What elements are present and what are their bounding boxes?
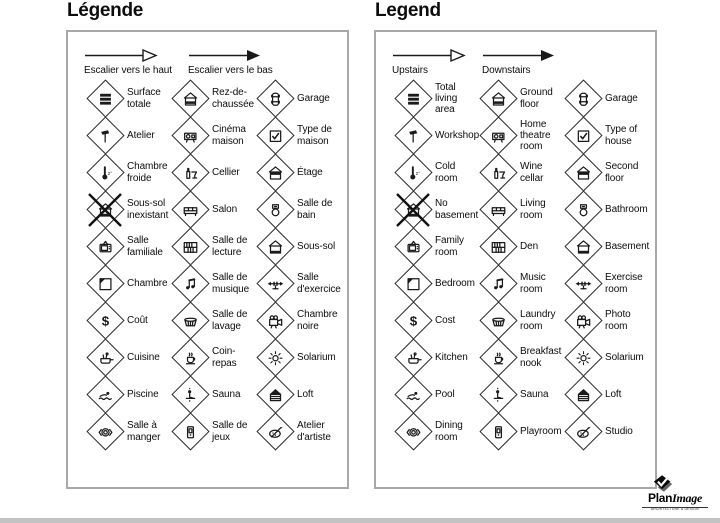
legend-item-label: Type of house bbox=[605, 124, 638, 147]
legend-item bbox=[479, 228, 564, 266]
arrow-label: Downstairs bbox=[482, 65, 531, 76]
legend-item bbox=[479, 413, 564, 451]
no-basement-icon bbox=[86, 191, 124, 229]
legend-item bbox=[564, 339, 649, 377]
legend-item-label: Pool bbox=[435, 388, 455, 400]
legend-item bbox=[564, 413, 649, 451]
legend-item-label: Sauna bbox=[212, 388, 241, 400]
projector-icon bbox=[479, 117, 517, 155]
sofa-icon bbox=[479, 191, 517, 229]
legend-item-label: Bedroom bbox=[435, 277, 475, 289]
legend-item bbox=[479, 376, 564, 414]
sauna-person-icon bbox=[171, 376, 209, 414]
legend-item bbox=[171, 339, 256, 377]
tv-icon bbox=[394, 228, 432, 266]
legend-item-label: Cold room bbox=[435, 161, 458, 184]
bookshelf-icon bbox=[171, 228, 209, 266]
legend-item-label: Garage bbox=[297, 92, 330, 104]
legend-item-label: Home theatre room bbox=[520, 118, 551, 153]
dollar-icon bbox=[394, 302, 432, 340]
car-icon bbox=[256, 80, 294, 118]
legend-item-label: Exercise room bbox=[605, 272, 643, 295]
legend-item-label: Cuisine bbox=[127, 351, 160, 363]
legend-item-label: Laundry room bbox=[520, 309, 556, 332]
legend-item bbox=[256, 413, 341, 451]
legend-item bbox=[86, 191, 171, 229]
dollar-icon bbox=[86, 302, 124, 340]
arrow-label: Escalier vers le haut bbox=[84, 65, 172, 76]
arrow-label: Upstairs bbox=[392, 65, 428, 76]
legend-item bbox=[394, 80, 479, 118]
exercise-icon bbox=[256, 265, 294, 303]
legend-panel-english bbox=[374, 30, 657, 489]
projector-icon bbox=[171, 117, 209, 155]
legend-item bbox=[86, 154, 171, 192]
legend-item-label: Studio bbox=[605, 425, 633, 437]
legend-item bbox=[171, 302, 256, 340]
legend-item-label: Sous-sol inexistant bbox=[127, 198, 169, 221]
arrow-solid-icon bbox=[482, 48, 556, 63]
legend-item bbox=[564, 376, 649, 414]
svg-text:$: $ bbox=[101, 313, 109, 328]
legend-item bbox=[394, 339, 479, 377]
legend-item-label: Salle de lavage bbox=[212, 309, 248, 332]
legend-item-label: Atelier d'artiste bbox=[297, 420, 331, 443]
svg-text:2°: 2° bbox=[415, 170, 420, 176]
stairs-arrow-legend bbox=[392, 48, 655, 76]
legend-item-label: Rez-de-chaussée bbox=[212, 87, 255, 110]
legend-item bbox=[394, 376, 479, 414]
legend-item-label: Ground floor bbox=[520, 87, 553, 110]
legend-item bbox=[394, 154, 479, 192]
planimage-logo bbox=[642, 474, 708, 514]
swimmer-icon bbox=[394, 376, 432, 414]
legend-item bbox=[394, 413, 479, 451]
legend-item bbox=[171, 376, 256, 414]
legend-item bbox=[86, 228, 171, 266]
legend-item bbox=[86, 117, 171, 155]
legend-item-label: Chambre noire bbox=[297, 309, 338, 332]
arrow-open-icon bbox=[84, 48, 172, 63]
cooking-pot-icon bbox=[86, 339, 124, 377]
legend-item bbox=[394, 302, 479, 340]
toilet-icon bbox=[256, 191, 294, 229]
legend-item bbox=[564, 154, 649, 192]
legend-item bbox=[479, 117, 564, 155]
legend-item bbox=[86, 265, 171, 303]
legend-item bbox=[171, 80, 256, 118]
legend-item bbox=[564, 80, 649, 118]
legend-item bbox=[479, 339, 564, 377]
legend-item-label: Coût bbox=[127, 314, 148, 326]
planimage-wordmark bbox=[642, 490, 708, 506]
coffee-cup-icon bbox=[479, 339, 517, 377]
legend-item bbox=[394, 265, 479, 303]
legend-item-label: Salle de jeux bbox=[212, 420, 248, 443]
legend-panel-french bbox=[66, 30, 349, 489]
legend-grid bbox=[394, 80, 655, 450]
page-title-french: Légende bbox=[67, 0, 144, 21]
basement-icon bbox=[256, 228, 294, 266]
legend-item-label: Playroom bbox=[520, 425, 562, 437]
legend-item bbox=[564, 191, 649, 229]
sofa-icon bbox=[171, 191, 209, 229]
legend-item bbox=[171, 154, 256, 192]
legend-item bbox=[479, 80, 564, 118]
legend-item-label: Coin-repas bbox=[212, 346, 237, 369]
legend-item-label: Type de maison bbox=[297, 124, 332, 147]
logo-tagline: ARCHITECTURE & DESIGN bbox=[650, 508, 700, 512]
legend-item-label: Loft bbox=[605, 388, 622, 400]
legend-item bbox=[564, 265, 649, 303]
hammer-icon bbox=[394, 117, 432, 155]
legend-item-label: Bathroom bbox=[605, 203, 648, 215]
plate-cutlery-icon bbox=[86, 413, 124, 451]
svg-text:2°: 2° bbox=[107, 170, 112, 176]
legend-item-label: Second floor bbox=[605, 161, 639, 184]
legend-item-label: Workshop bbox=[435, 129, 480, 141]
legend-item bbox=[171, 228, 256, 266]
legend-item-label: Chambre bbox=[127, 277, 168, 289]
arrow-group bbox=[188, 48, 273, 76]
laundry-icon bbox=[171, 302, 209, 340]
legend-item-label: Cellier bbox=[212, 166, 240, 178]
legend-item bbox=[564, 228, 649, 266]
legend-item bbox=[86, 80, 171, 118]
hammer-icon bbox=[86, 117, 124, 155]
legend-item-label: Breakfast nook bbox=[520, 346, 562, 369]
legend-item-label: Kitchen bbox=[435, 351, 468, 363]
page-title-english: Legend bbox=[375, 0, 441, 21]
legend-item-label: Cinéma maison bbox=[212, 124, 246, 147]
legend-item-label: Cost bbox=[435, 314, 456, 326]
legend-item-label: Garage bbox=[605, 92, 638, 104]
legend-item-label: Music room bbox=[520, 272, 546, 295]
legend-item bbox=[86, 413, 171, 451]
legend-item bbox=[256, 302, 341, 340]
legend-item bbox=[86, 376, 171, 414]
logo-word-plan: Plan bbox=[648, 491, 673, 505]
legend-item bbox=[256, 80, 341, 118]
laundry-icon bbox=[479, 302, 517, 340]
legend-item-label: Family room bbox=[435, 235, 464, 258]
tv-icon bbox=[86, 228, 124, 266]
legend-item-label: Den bbox=[520, 240, 539, 252]
layers-icon bbox=[86, 80, 124, 118]
legend-item-label: Loft bbox=[297, 388, 314, 400]
palette-icon bbox=[256, 413, 294, 451]
cooking-pot-icon bbox=[394, 339, 432, 377]
legend-grid bbox=[86, 80, 347, 450]
second-floor-icon bbox=[256, 154, 294, 192]
legend-item-label: Dining room bbox=[435, 420, 463, 443]
house-check-icon bbox=[256, 117, 294, 155]
legend-item-label: Solarium bbox=[605, 351, 644, 363]
layers-icon bbox=[394, 80, 432, 118]
legend-item-label: Basement bbox=[605, 240, 650, 252]
legend-item-label: Salon bbox=[212, 203, 238, 215]
legend-item-label: Atelier bbox=[127, 129, 155, 141]
legend-item bbox=[256, 265, 341, 303]
thermometer-icon bbox=[86, 154, 124, 192]
wine-icon bbox=[479, 154, 517, 192]
logo-word-image: Image bbox=[672, 491, 702, 505]
roof-icon bbox=[256, 376, 294, 414]
legend-item bbox=[394, 117, 479, 155]
legend-item bbox=[86, 339, 171, 377]
swimmer-icon bbox=[86, 376, 124, 414]
arrow-open-icon bbox=[392, 48, 466, 63]
legend-item-label: Salle d'exercice bbox=[297, 272, 341, 295]
basement-icon bbox=[564, 228, 602, 266]
ground-floor-icon bbox=[171, 80, 209, 118]
sun-icon bbox=[256, 339, 294, 377]
legend-item bbox=[171, 117, 256, 155]
legend-item bbox=[256, 154, 341, 192]
arrow-label: Escalier vers le bas bbox=[187, 65, 273, 76]
toilet-icon bbox=[564, 191, 602, 229]
legend-item-label: No basement bbox=[435, 198, 479, 221]
legend-item bbox=[171, 413, 256, 451]
legend-item bbox=[86, 302, 171, 340]
game-table-icon bbox=[171, 413, 209, 451]
legend-item bbox=[256, 376, 341, 414]
legend-item bbox=[479, 302, 564, 340]
sauna-person-icon bbox=[479, 376, 517, 414]
legend-item-label: Salle de musique bbox=[212, 272, 250, 295]
legend-item bbox=[479, 191, 564, 229]
no-basement-icon bbox=[394, 191, 432, 229]
arrow-group bbox=[392, 48, 466, 76]
svg-text:$: $ bbox=[409, 313, 417, 328]
legend-item bbox=[256, 228, 341, 266]
stairs-arrow-legend bbox=[84, 48, 347, 76]
palette-icon bbox=[564, 413, 602, 451]
legend-item bbox=[479, 154, 564, 192]
thermometer-icon bbox=[394, 154, 432, 192]
sun-icon bbox=[564, 339, 602, 377]
legend-item-label: Surface totale bbox=[127, 87, 161, 110]
wine-icon bbox=[171, 154, 209, 192]
legend-item-label: Chambre froide bbox=[127, 161, 168, 184]
plate-cutlery-icon bbox=[394, 413, 432, 451]
legend-item bbox=[256, 191, 341, 229]
page-bottom-rule bbox=[0, 518, 720, 523]
arrow-group bbox=[482, 48, 556, 76]
legend-item-label: Salle de lecture bbox=[212, 235, 248, 258]
second-floor-icon bbox=[564, 154, 602, 192]
legend-item-label: Piscine bbox=[127, 388, 159, 400]
legend-item-label: Salle familiale bbox=[127, 235, 163, 258]
legend-item bbox=[564, 302, 649, 340]
bed-icon bbox=[394, 265, 432, 303]
exercise-icon bbox=[564, 265, 602, 303]
music-note-icon bbox=[171, 265, 209, 303]
legend-item-label: Salle de bain bbox=[297, 198, 333, 221]
ground-floor-icon bbox=[479, 80, 517, 118]
car-icon bbox=[564, 80, 602, 118]
bookshelf-icon bbox=[479, 228, 517, 266]
legend-item bbox=[256, 117, 341, 155]
legend-item-label: Salle à manger bbox=[127, 420, 161, 443]
legend-item bbox=[171, 191, 256, 229]
arrow-solid-icon bbox=[188, 48, 273, 63]
legend-item bbox=[394, 228, 479, 266]
game-table-icon bbox=[479, 413, 517, 451]
camera-icon bbox=[256, 302, 294, 340]
legend-item bbox=[479, 265, 564, 303]
legend-item-label: Étage bbox=[297, 166, 323, 178]
legend-item-label: Sous-sol bbox=[297, 240, 336, 252]
coffee-cup-icon bbox=[171, 339, 209, 377]
legend-item bbox=[394, 191, 479, 229]
legend-item-label: Solarium bbox=[297, 351, 336, 363]
legend-item-label: Photo room bbox=[605, 309, 631, 332]
bed-icon bbox=[86, 265, 124, 303]
legend-item-label: Living room bbox=[520, 198, 546, 221]
music-note-icon bbox=[479, 265, 517, 303]
legend-item-label: Total living area bbox=[435, 81, 458, 116]
legend-item bbox=[256, 339, 341, 377]
legend-item-label: Wine cellar bbox=[520, 161, 544, 184]
roof-icon bbox=[564, 376, 602, 414]
arrow-group bbox=[84, 48, 172, 76]
legend-item bbox=[171, 265, 256, 303]
legend-item-label: Sauna bbox=[520, 388, 549, 400]
camera-icon bbox=[564, 302, 602, 340]
legend-item bbox=[564, 117, 649, 155]
house-check-icon bbox=[564, 117, 602, 155]
